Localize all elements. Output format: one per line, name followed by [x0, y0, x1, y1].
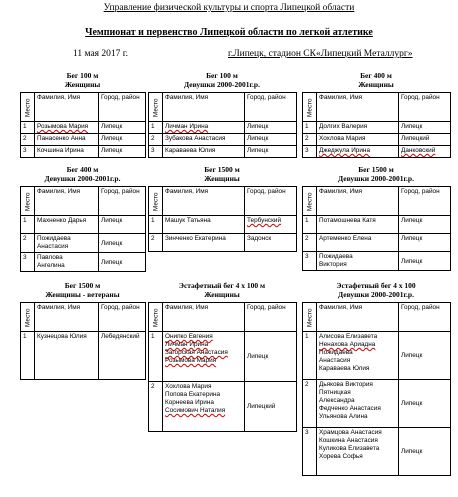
city-cell — [99, 332, 146, 380]
name-cell — [35, 134, 99, 146]
athlete-name: Анастасия — [319, 357, 351, 364]
results-table — [302, 302, 451, 476]
column-header-city: Город, район — [99, 93, 146, 122]
name-cell — [163, 382, 245, 432]
place-cell: 1 — [303, 332, 317, 380]
event-title: Бег 400 м — [66, 165, 99, 174]
place-cell: 3 — [21, 253, 35, 272]
place-cell: 1 — [149, 216, 163, 234]
athlete-name: Розымова Мария — [37, 123, 89, 130]
table-row — [21, 146, 146, 158]
table-row — [149, 234, 297, 252]
column-header-place: Место — [21, 303, 35, 332]
place-cell: 1 — [149, 122, 163, 134]
city-text: Липецк — [101, 239, 123, 247]
place-cell: 2 — [303, 380, 317, 428]
athlete-name: Панасенко Анна — [37, 135, 86, 142]
athlete-name: Загорская Анастасия — [165, 349, 228, 356]
place-cell: 3 — [303, 252, 317, 271]
city-text: Тербунский — [247, 217, 282, 224]
table-row — [303, 332, 451, 380]
table-row — [303, 146, 451, 158]
name-cell — [163, 234, 245, 252]
column-header-name: Фамилия, Имя — [35, 303, 99, 332]
event-title: Бег 1500 м — [204, 165, 240, 174]
athlete-name: Пожидаева — [319, 253, 353, 260]
column-header-city: Город, район — [245, 93, 297, 122]
city-cell — [99, 216, 146, 234]
city-text: Липецк — [401, 257, 423, 265]
city-cell — [245, 146, 297, 158]
event-title: Бег 100 м — [206, 71, 238, 80]
city-cell — [245, 332, 297, 382]
place-cell: 1 — [21, 332, 35, 380]
results-table — [148, 186, 297, 252]
column-header-name: Фамилия, Имя — [317, 187, 399, 216]
name-cell — [163, 216, 245, 234]
athlete-name: Розымова Мария — [165, 357, 217, 364]
table-row — [303, 134, 451, 146]
city-text: Липецк — [101, 258, 123, 266]
city-text: Липецк — [101, 147, 123, 154]
athlete-name: Корнеева Ирина — [165, 399, 214, 406]
column-header-name: Фамилия, Имя — [317, 303, 399, 332]
city-text: Липецк — [101, 123, 123, 130]
city-text: Липецк — [101, 217, 123, 224]
city-cell — [245, 234, 297, 252]
city-cell — [245, 216, 297, 234]
results-table — [302, 92, 451, 158]
organization-header: Управление физической культуры и спорта Липецкой области — [103, 3, 355, 13]
city-text: Липецк — [401, 235, 423, 242]
event-heading — [302, 166, 450, 183]
table-row — [21, 253, 146, 272]
table-row — [21, 122, 146, 134]
event-subtitle: Женщины — [64, 79, 101, 89]
city-cell — [399, 122, 451, 134]
city-cell — [399, 380, 451, 428]
event-heading — [20, 166, 145, 183]
name-cell — [163, 332, 245, 382]
athlete-name: Джеджула Ирина — [319, 147, 371, 154]
results-table — [148, 302, 297, 432]
place-cell: 3 — [21, 146, 35, 158]
event-subtitle: Девушки 2000-2001г.р. — [338, 173, 414, 183]
event-subtitle: Девушки 2000-2001г.р. — [44, 173, 121, 183]
column-header-name: Фамилия, Имя — [163, 93, 245, 122]
city-cell — [399, 252, 451, 271]
city-cell — [399, 332, 451, 380]
city-text: Липецкий — [401, 135, 430, 142]
athlete-name: Долгих Валерия — [319, 123, 368, 130]
athlete-name: Личман Ирина — [165, 123, 209, 130]
athlete-name: Артеменко Елена — [319, 235, 372, 242]
city-text: Липецк — [401, 217, 423, 224]
table-row — [149, 134, 297, 146]
event-heading — [148, 72, 296, 89]
athlete-name: Пятницкая — [319, 389, 351, 396]
athlete-name: Машук Татьяна — [165, 217, 211, 224]
city-text: Липецкий — [247, 403, 276, 410]
athlete-name: Сосимович Наталия — [165, 407, 226, 414]
event-subtitle: Женщины - ветераны — [45, 289, 120, 299]
name-cell — [35, 332, 99, 380]
place-cell: 3 — [303, 428, 317, 476]
athlete-name: Кочшина Ирина — [37, 147, 84, 154]
table-row — [149, 332, 297, 382]
results-table — [20, 186, 146, 272]
city-cell — [99, 122, 146, 134]
athlete-name: Личман Ирина — [165, 341, 209, 348]
event-heading — [148, 282, 296, 299]
place-cell: 1 — [303, 122, 317, 134]
column-header-city: Город, район — [399, 187, 451, 216]
place-cell: 3 — [149, 146, 163, 158]
event-title: Бег 400 м — [360, 71, 392, 80]
results-table — [20, 302, 146, 380]
results-table — [20, 92, 146, 158]
event-title: Бег 100 м — [66, 71, 99, 80]
name-cell — [317, 428, 399, 476]
place-cell: 2 — [149, 234, 163, 252]
event-heading — [20, 282, 145, 299]
city-cell — [245, 382, 297, 432]
athlete-name: Анастасия — [37, 243, 69, 250]
city-cell — [99, 253, 146, 272]
athlete-name: Александра — [319, 397, 355, 404]
name-cell — [317, 380, 399, 428]
athlete-name: Кошкина Анастасия — [319, 437, 378, 444]
table-row — [303, 234, 451, 252]
athlete-name: Дьякова Виктория — [319, 381, 373, 388]
name-cell — [317, 216, 399, 234]
athlete-name: Потамошнева Катя — [319, 217, 376, 224]
table-row — [21, 234, 146, 253]
column-header-city: Город, район — [99, 187, 146, 216]
athlete-name: Хохлова Мария — [319, 135, 366, 142]
column-header-city: Город, район — [399, 93, 451, 122]
city-text: Липецк — [247, 135, 269, 142]
city-cell — [399, 428, 451, 476]
athlete-name: Караваева Юлия — [165, 147, 216, 154]
place-cell: 3 — [303, 146, 317, 158]
athlete-name: Хорева Софья — [319, 453, 363, 460]
table-row — [21, 134, 146, 146]
table-row — [303, 216, 451, 234]
athlete-name: Виктория — [319, 261, 347, 268]
table-row — [149, 382, 297, 432]
city-cell — [399, 134, 451, 146]
place-cell: 2 — [303, 134, 317, 146]
column-header-name: Фамилия, Имя — [35, 93, 99, 122]
event-title: Бег 1500 м — [64, 281, 101, 290]
place-cell: 2 — [21, 234, 35, 253]
event-title: Эстафетный бег 4 х 100 — [336, 281, 416, 290]
name-cell — [317, 122, 399, 134]
city-cell — [99, 146, 146, 158]
place-cell: 1 — [303, 216, 317, 234]
results-table — [302, 186, 451, 271]
name-cell — [35, 146, 99, 158]
event-heading — [148, 166, 296, 183]
athlete-name: Алисова Елизавета — [319, 333, 378, 340]
document-title: Чемпионат и первенство Липецкой области по легкой атлетике — [85, 27, 373, 38]
name-cell — [317, 234, 399, 252]
event-heading — [302, 72, 450, 89]
city-text: Липецк — [247, 353, 269, 360]
event-subtitle: Женщины — [204, 173, 240, 183]
place-cell: 2 — [149, 134, 163, 146]
city-cell — [399, 234, 451, 252]
athlete-name: Храмцова Анастасия — [319, 429, 382, 436]
name-cell — [317, 332, 399, 380]
table-row — [303, 380, 451, 428]
city-text: Задонск — [247, 235, 272, 242]
athlete-name: Ангелина — [37, 262, 65, 269]
city-text: Данковский — [401, 147, 436, 154]
event-subtitle: Девушки 2000-2001г.р. — [184, 79, 260, 89]
event-heading — [20, 72, 145, 89]
athlete-name: Федченко Анастасия — [319, 405, 381, 412]
athlete-name: Ненахова Ариадна — [319, 341, 376, 348]
athlete-name: Пожидаева — [319, 349, 353, 356]
city-cell — [245, 134, 297, 146]
athlete-name: Попова Екатерина — [165, 391, 221, 398]
column-header-place: Место — [303, 93, 317, 122]
table-row — [149, 122, 297, 134]
table-row — [303, 252, 451, 271]
column-header-name: Фамилия, Имя — [317, 93, 399, 122]
city-text: Липецк — [247, 147, 269, 154]
athlete-name: Хохлова Мария — [165, 383, 212, 390]
name-cell — [35, 216, 99, 234]
athlete-name: Онипко Евгения — [165, 333, 213, 340]
name-cell — [317, 146, 399, 158]
column-header-city: Город, район — [399, 303, 451, 332]
athlete-name: Зинченко Екатерина — [165, 235, 226, 242]
athlete-name: Ульянова Алина — [319, 413, 368, 420]
athlete-name: Махненко Дарья — [37, 217, 87, 224]
name-cell — [35, 234, 99, 253]
place-cell: 1 — [149, 332, 163, 382]
city-text: Липецк — [101, 135, 123, 142]
athlete-name: Кузнецова Юлия — [37, 333, 87, 340]
column-header-place: Место — [149, 187, 163, 216]
city-cell — [399, 146, 451, 158]
table-row — [303, 428, 451, 476]
table-row — [21, 332, 146, 380]
event-heading — [302, 282, 450, 299]
column-header-name: Фамилия, Имя — [163, 187, 245, 216]
city-text: Липецк — [401, 123, 423, 130]
event-title: Бег 1500 м — [358, 165, 394, 174]
athlete-name: Куликова Елизавета — [319, 445, 380, 452]
event-subtitle: Женщины — [358, 79, 394, 89]
table-row — [21, 216, 146, 234]
city-text: Лебедянский — [101, 333, 140, 340]
city-text: Липецк — [401, 352, 423, 359]
table-row — [149, 146, 297, 158]
place-cell: 1 — [21, 216, 35, 234]
column-header-city: Город, район — [245, 303, 297, 332]
column-header-name: Фамилия, Имя — [35, 187, 99, 216]
event-subtitle: Женщины — [204, 289, 240, 299]
athlete-name: Зубакова Анастасия — [165, 135, 226, 142]
city-cell — [99, 234, 146, 253]
table-row — [303, 122, 451, 134]
place-cell: 2 — [149, 382, 163, 432]
event-subtitle: Девушки 2000-2001г.р. — [338, 289, 414, 299]
city-cell — [399, 216, 451, 234]
city-cell — [99, 134, 146, 146]
column-header-place: Место — [303, 187, 317, 216]
name-cell — [163, 146, 245, 158]
city-text: Липецк — [247, 123, 269, 130]
place-cell: 2 — [21, 134, 35, 146]
athlete-name: Павлова — [37, 254, 63, 261]
name-cell — [35, 253, 99, 272]
name-cell — [163, 122, 245, 134]
column-header-place: Место — [149, 303, 163, 332]
event-title: Эстафетный бег 4 х 100 м — [178, 281, 266, 290]
city-cell — [245, 122, 297, 134]
name-cell — [317, 252, 399, 271]
column-header-city: Город, район — [99, 303, 146, 332]
column-header-place: Место — [21, 187, 35, 216]
athlete-name: Караваева Юлия — [319, 365, 370, 372]
column-header-place: Место — [303, 303, 317, 332]
table-row — [149, 216, 297, 234]
place-cell: 2 — [303, 234, 317, 252]
city-text: Липецк — [401, 448, 423, 455]
name-cell — [163, 134, 245, 146]
city-text: Липецк — [401, 400, 423, 407]
event-date: 11 мая 2017 г. — [73, 49, 129, 59]
results-table — [148, 92, 297, 158]
column-header-place: Место — [149, 93, 163, 122]
athlete-name: Пожидаева — [37, 235, 71, 242]
name-cell — [35, 122, 99, 134]
column-header-name: Фамилия, Имя — [163, 303, 245, 332]
name-cell — [317, 134, 399, 146]
column-header-place: Место — [21, 93, 35, 122]
event-venue: г.Липецк, стадион СК«Липецкий Металлург» — [228, 49, 413, 59]
column-header-city: Город, район — [245, 187, 297, 216]
place-cell: 1 — [21, 122, 35, 134]
